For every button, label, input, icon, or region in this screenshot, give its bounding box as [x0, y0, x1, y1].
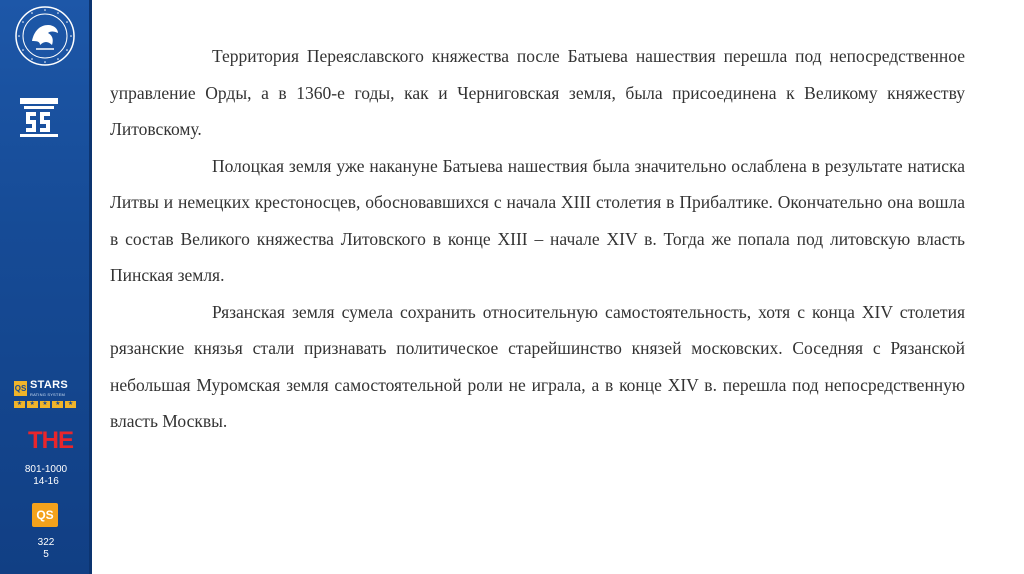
star-icon: ★: [65, 401, 76, 408]
qs-ranking-line2: 5: [43, 549, 49, 560]
qs-stars-badge: QS: [14, 381, 27, 396]
qs-ranking-line1: 322: [37, 537, 55, 548]
qs-stars-subtitle: RATING SYSTEM: [30, 392, 65, 397]
document-body: [110, 38, 965, 440]
column-logo-icon: [18, 96, 60, 138]
the-ranking-logo: THE: [28, 427, 73, 454]
stars-row: [14, 401, 76, 408]
paragraph-polotsk: Полоцкая земля уже накануне Батыева нашествия была значительно ослаблена в результате натиска Литвы и немецких крестоносцев, обосновавшихся с начала XIII столетия в Прибалтике. Окончательно она вошла в состав Великого княжества Литовского в конце XIII – начале XIV в. Тогда же попала под литовскую власть Пинская земля.: [110, 155, 965, 285]
paragraph-pereyaslavl: Территория Переяславского княжества после Батыева нашествия перешла под непосредственное управление Орды, а в 1360-е годы, как и Черниговская земля, была присоединена к Великому княжеству Литовскому.: [110, 46, 965, 139]
star-icon: ★: [14, 401, 25, 408]
qs-stars-title: STARS: [30, 379, 68, 391]
sidebar-edge: [89, 0, 92, 574]
university-seal-icon: [14, 5, 76, 67]
star-icon: ★: [27, 401, 38, 408]
star-icon: ★: [52, 401, 63, 408]
the-ranking-line1: 801-1000: [24, 464, 68, 475]
qs-stars-rating: [14, 379, 78, 411]
left-sidebar: [0, 0, 92, 574]
the-ranking-line2: 14-16: [33, 476, 59, 487]
paragraph-ryazan: Рязанская земля сумела сохранить относительную самостоятельность, хотя с конца XIV столетия рязанские князья стали признавать политическое старейшинство князей московских. Соседняя с Рязанской небольшая Муромская земля самостоятельной роли не играла, а в конце XIV в. перешла под непосредственную власть Москвы.: [110, 301, 965, 431]
star-icon: ★: [40, 401, 51, 408]
qs-ranking-logo: QS: [32, 503, 58, 527]
